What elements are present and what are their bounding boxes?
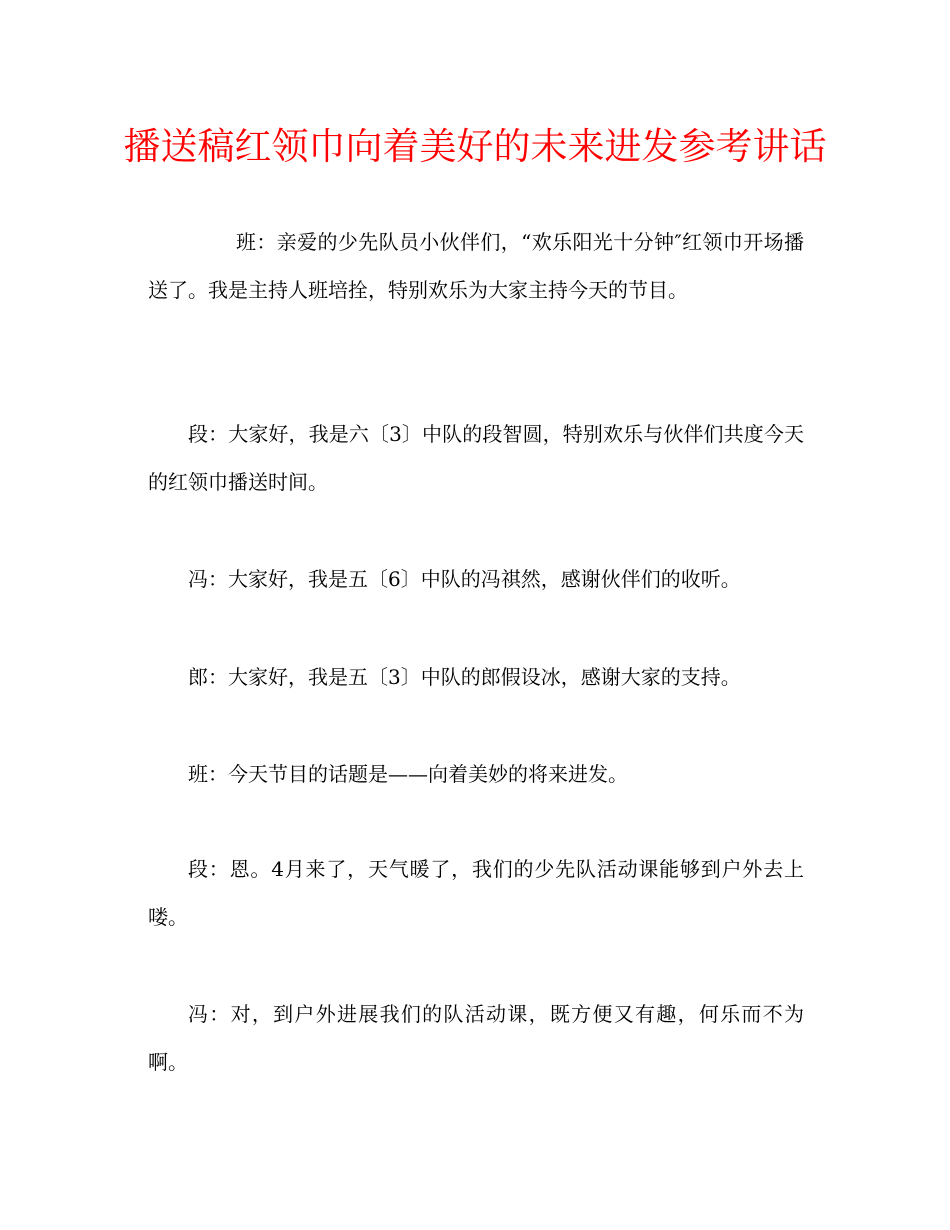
paragraph-ban-opening: 班：亲爱的少先队员小伙伴们，“欢乐阳光十分钟″红领巾开场播送了。我是主持人班培拴，特别欢乐为大家主持今天的节目。	[148, 230, 804, 302]
paragraph-ban-topic: 班：今天节目的话题是——向着美妙的将来进发。	[188, 762, 628, 786]
document-title: 播送稿红领巾向着美好的未来进发参考讲话	[123, 125, 827, 168]
paragraph-duan-april: 段：恩。4月来了，天气暖了，我们的少先队活动课能够到户外去上喽。	[148, 857, 804, 929]
paragraph-feng-intro: 冯：大家好，我是五〔6〕中队的冯祺然，感谢伙伴们的收听。	[188, 567, 741, 591]
paragraph-duan-intro: 段：大家好，我是六〔3〕中队的段智圆，特别欢乐与伙伴们共度今天的红领巾播送时间。	[148, 422, 804, 494]
paragraph-feng-outdoor: 冯：对，到户外进展我们的队活动课，既方便又有趣，何乐而不为啊。	[148, 1002, 804, 1074]
paragraph-lang-intro: 郎：大家好，我是五〔3〕中队的郎假设冰，感谢大家的支持。	[188, 665, 741, 689]
